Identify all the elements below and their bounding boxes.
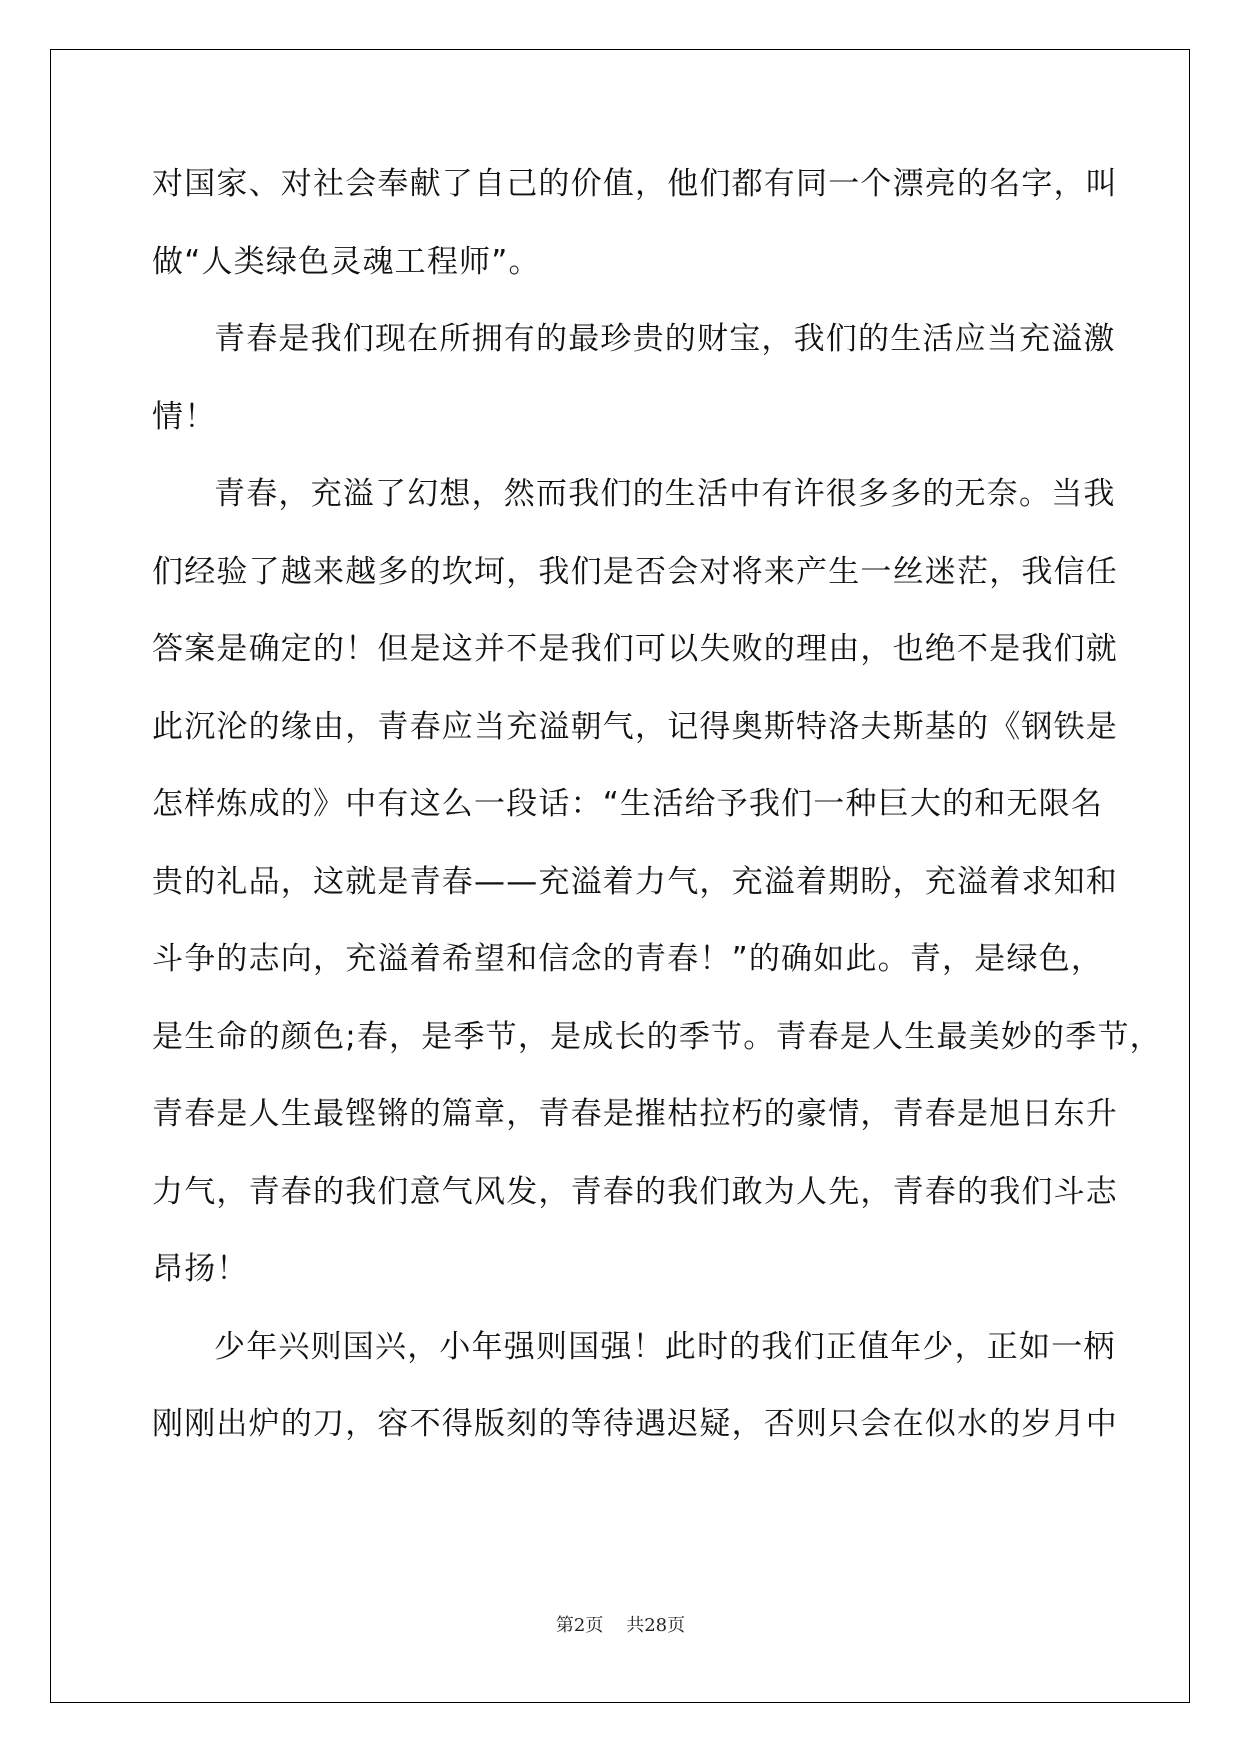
text-line: 此沉沦的缘由，青春应当充溢朝气，记得奥斯特洛夫斯基的《钢铁是 [152, 708, 1118, 745]
text-line: 青春是我们现在所拥有的最珍贵的财宝，我们的生活应当充溢激 [214, 321, 1116, 357]
text-line: 青春，充溢了幻想，然而我们的生活中有许很多多的无奈。当我 [214, 476, 1116, 512]
document-body [152, 162, 1162, 1480]
text-line: 力气，青春的我们意气风发，青春的我们敢为人先，青春的我们斗志 [152, 1173, 1118, 1210]
text-line: 怎样炼成的》中有这么一段话：“生活给予我们一种巨大的和无限名 [152, 786, 1104, 822]
page-number-footer: 第2页 共28页 [555, 1615, 686, 1636]
text-line: 答案是确定的！但是这并不是我们可以失败的理由，也绝不是我们就 [152, 631, 1118, 667]
text-line: 斗争的志向，充溢着希望和信念的青春！”的确如此。青，是绿色， [152, 941, 1104, 977]
text-line: 少年兴则国兴，小年强则国强！此时的我们正值年少，正如一柄 [214, 1328, 1116, 1365]
text-line: 贵的礼品，这就是青春——充溢着力气，充溢着期盼，充溢着求知和 [152, 863, 1118, 900]
text-line: 情！ [152, 398, 217, 435]
text-line: 是生命的颜色;春，是季节，是成长的季节。青春是人生最美妙的季节， [152, 1018, 1162, 1055]
text-line: 们经验了越来越多的坎坷，我们是否会对将来产生一丝迷茫，我信任 [152, 553, 1118, 590]
text-line: 刚刚出炉的刀，容不得版刻的等待遇迟疑，否则只会在似水的岁月中 [152, 1406, 1118, 1442]
text-line: 对国家、对社会奉献了自己的价值，他们都有同一个漂亮的名字，叫 [152, 166, 1118, 202]
text-line: 青春是人生最铿锵的篇章，青春是摧枯拉朽的豪情，青春是旭日东升 [152, 1096, 1118, 1132]
text-line: 昂扬！ [152, 1251, 249, 1287]
text-line: 做“人类绿色灵魂工程师”。 [152, 243, 541, 280]
